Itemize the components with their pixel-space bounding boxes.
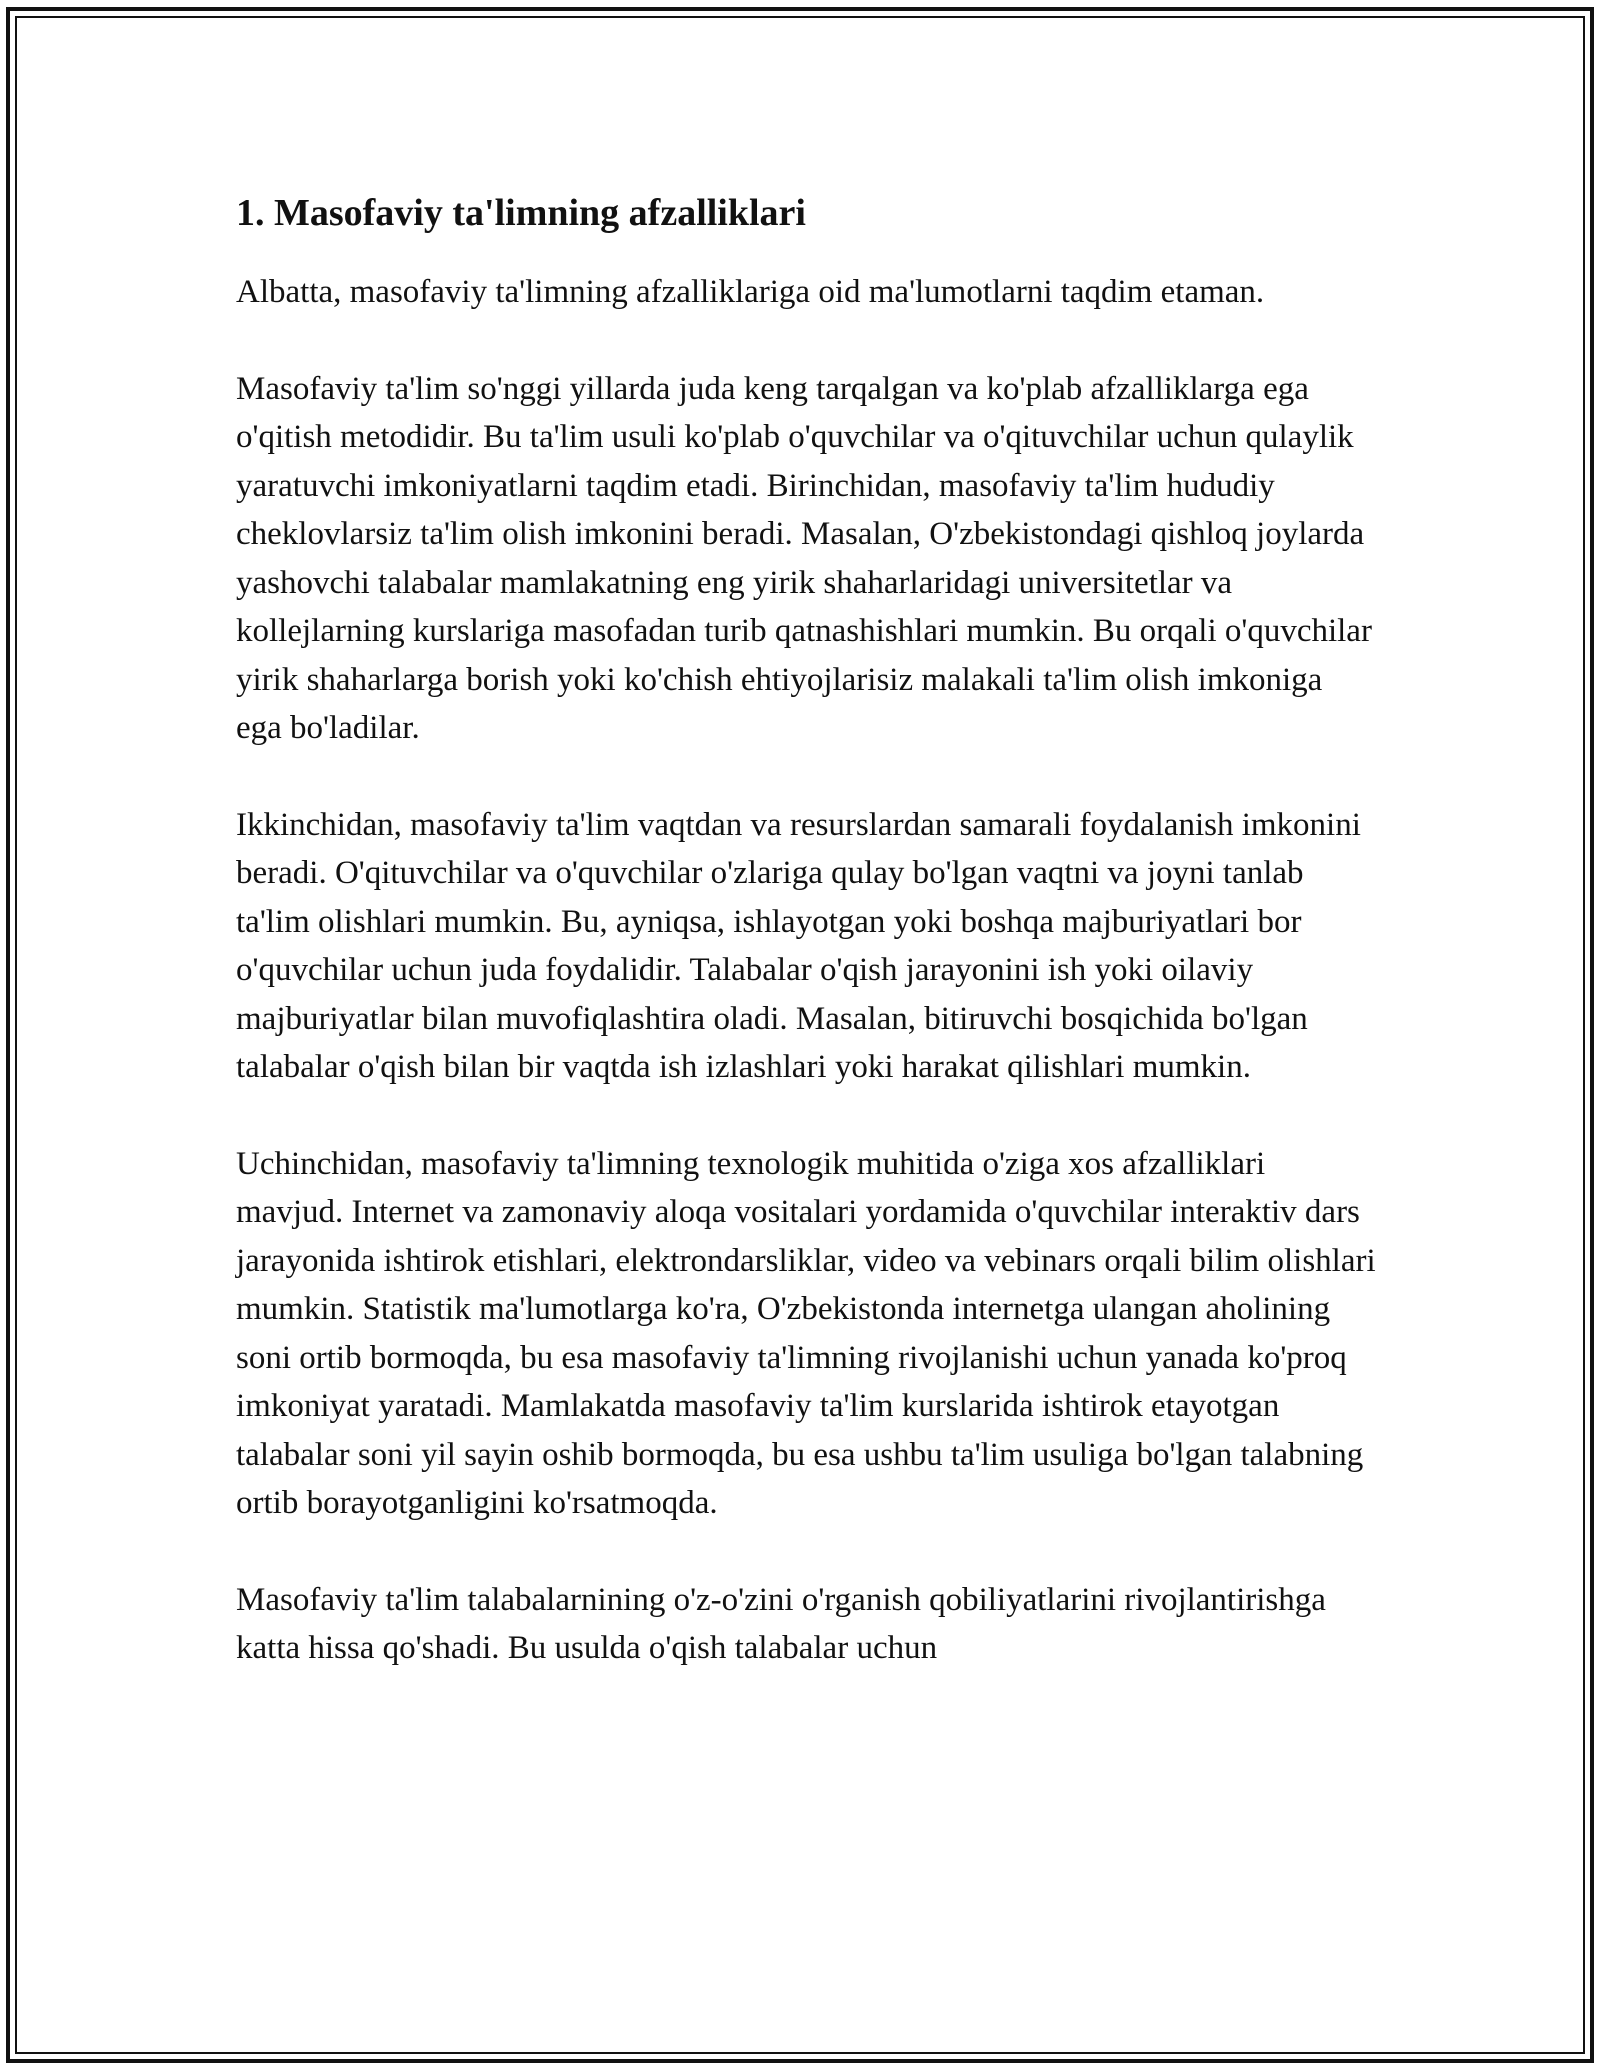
paragraph-first-advantage: Masofaviy ta'lim so'nggi yillarda juda keng tarqalgan va ko'plab afzalliklarga ega o'qitish metodidir. Bu ta'lim usuli ko'plab o'quvchilar va o'qituvchilar uchun qulaylik yaratuvchi imkoniyatlarni taqdim etadi. Birinchidan, masofaviy ta'lim hududiy cheklovlarsiz ta'lim olish imkonini beradi. Masalan, O'zbekistondagi qishloq joylarda yashovchi talabalar mamlakatning eng yirik shaharlaridagi universitetlar va kollejlarning kurslariga masofadan turib qatnashishlari mumkin. Bu orqali o'quvchilar yirik shaharlarga borish yoki ko'chish ehtiyojlarisiz malakali ta'lim olish imkoniga ega bo'ladilar. xyxy=(236,370,1372,746)
paragraph-second-advantage: Ikkinchidan, masofaviy ta'lim vaqtdan va resurslardan samarali foydalanish imkonini beradi. O'qituvchilar va o'quvchilar o'zlariga qulay bo'lgan vaqtni va joyni tanlab ta'lim olishlari mumkin. Bu, ayniqsa, ishlayotgan yoki boshqa majburiyatlari bor o'quvchilar uchun juda foydalidir. Talabalar o'qish jarayonini ish yoki oilaviy majburiyatlar bilan muvofiqlashtira oladi. Masalan, bitiruvchi bosqichida bo'lgan talabalar o'qish bilan bir vaqtda ish izlashlari yoki harakat qilishlari mumkin. xyxy=(236,806,1361,1085)
paragraph-self-learning: Masofaviy ta'lim talabalarnining o'z-o'zini o'rganish qobiliyatlarini rivojlantirishga katta hissa qo'shadi. Bu usulda o'qish talabalar uchun xyxy=(236,1581,1326,1666)
section-heading: 1. Masofaviy ta'limning afzalliklari xyxy=(236,192,806,234)
paragraph-third-advantage: Uchinchidan, masofaviy ta'limning texnologik muhitida o'ziga xos afzalliklari mavjud. Internet va zamonaviy aloqa vositalari yordamida o'quvchilar interaktiv dars jarayonida ishtirok etishlari, elektrondarsliklar, video va vebinars orqali bilim olishlari mumkin. Statistik ma'lumotlarga ko'ra, O'zbekistonda internetga ulangan aholining soni ortib bormoqda, bu esa masofaviy ta'limning rivojlanishi uchun yanada ko'proq imkoniyat yaratadi. Mamlakatda masofaviy ta'lim kurslarida ishtirok etayotgan talabalar soni yil sayin oshib bormoqda, bu esa ushbu ta'lim usuliga bo'lgan talabning ortib borayotganligini ko'rsatmoqda. xyxy=(236,1145,1376,1521)
intro-paragraph: Albatta, masofaviy ta'limning afzalliklariga oid ma'lumotlarni taqdim etaman. xyxy=(236,274,1265,310)
document-page xyxy=(236,188,1376,1721)
